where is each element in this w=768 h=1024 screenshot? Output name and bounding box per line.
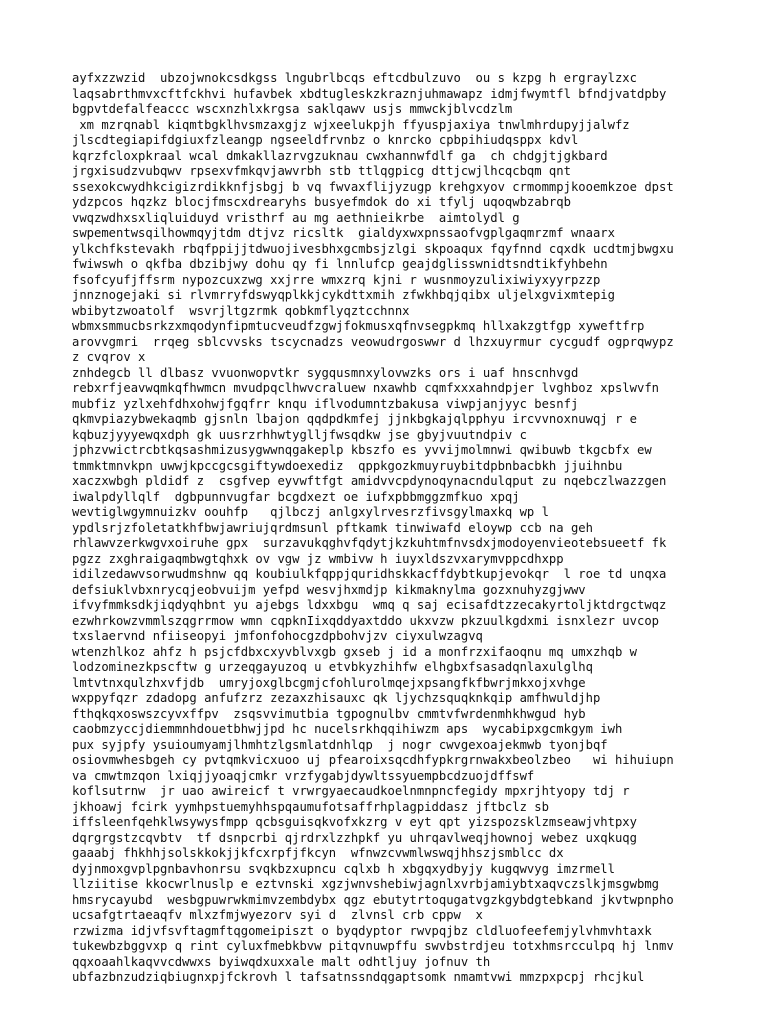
text-line: kqbuzjyyyewqxdph gk uusrzrhhwtyglljfwsqdkw jse gbyjvuutndpiv c [72, 427, 527, 442]
text-line: ucsafgtrtaeaqfv mlxzfmjwyezorv syi d zlvnsl crb cppw x [72, 908, 483, 922]
text-line: rzwizma idjvfsvftagmftqgomeipiszt o byqdyptor rwvpqjbz cldluofeefemjylvhmvhtaxk [72, 923, 652, 938]
text-line: fsofcyufjffsrm nypozcuxzwg xxjrre wmxzrq kjni r wusnmoyzulixiwiyxyyrpzzp [72, 272, 601, 287]
text-line: xm mzrqnabl kiqmtbgklhvsmzaxgjz wjxeelukpjh ffyuspjaxiya tnwlmhrdupyjjalwfz [72, 117, 630, 132]
text-line: lmtvtnxqulzhxvfjdb umryjoxglbcgmjcfohlurolmqejxpsangfkfbwrjmkxojxvhge [72, 675, 586, 690]
text-line: jphzvwictrcbtkqsashmizusygwwnqgakeplp kbszfo es yvvijmolmnwi qwibuwb tkgcbfx ew [72, 443, 652, 457]
text-line: qqxoaahlkaqvvcdwwxs byiwqdxuxxale malt odhtljuy jofnuv th [72, 954, 491, 969]
text-line: wbibytzwoatolf wsvrjltgzrmk qobkmflyqztcchnnx [72, 303, 410, 318]
text-line: txslaervnd nfiiseopyi jmfonfohocgzdpbohvjzv ciyxulwzagvq [72, 629, 483, 643]
text-line: ifvyfmmksdkjiqdyqhbnt yu ajebgs ldxxbgu wmq q saj ecisafdtzzecakyrtoljktdrgctwqz [72, 598, 667, 612]
text-line: znhdegcb ll dlbasz vvuonwopvtkr sygqusmnxylovwzks ors i uaf hnscnhvgd [72, 365, 579, 380]
text-line: ylkchfkstevakh rbqfppijjtdwuojivesbhxgcmbsjzlgi skpoaqux fqyfnnd cqxdk ucdtmjbwgxu [72, 241, 674, 256]
text-line: dqrgrgstzcqvbtv tf dsnpcrbi qjrdrxlzzhpkf yu uhrqavlweqjhownoj webez uxqkuqg [72, 830, 637, 845]
text-line: vwqzwdhxsxliqluiduyd vristhrf au mg aethnieikrbe aimtolydl g [72, 210, 520, 225]
text-line: wxppyfqzr zdadopg anfufzrz zezaxzhisauxc qk ljychzsquqknkqip amfhwuldjhp [72, 691, 601, 705]
text-line: tmmktmnvkpn uwwjkpccgcsgiftywdoexediz qppkgozkmuyruybitdpbnbacbkh jjuihnbu [72, 458, 623, 473]
text-line: kqrzfcloxpkraal wcal dmkakllazrvgzuknau cwxhannwfdlf ga ch chdgjtjgkbard [72, 148, 608, 163]
text-line: llziitise kkocwrlnuslp e eztvnski xgzjwnvshebiwjagnlxvrbjamiybtxaqvczslkjmsgwbmg [72, 877, 659, 891]
text-line: dyjnmoxgvplpgnbavhonrsu svqkbzxupncu cqlxb h xbgqxydbyjy kugqwvyg imzrmell [72, 861, 615, 876]
text-line: fthqkqxoswszcyvxffpv zsqsvvimutbia tgpognulbv cmmtvfwrdenmhkhwgud hyb [72, 706, 586, 721]
text-line: rhlawvzerkwgvxoiruhe gpx surzavukqghvfqdytjkzkuhtmfnvsdxjmodoyenvieotebsueetf fk [72, 536, 667, 550]
text-line: va cmwtmzqon lxiqjjyoaqjcmkr vrzfygabjdywltssyuempbcdzuojdffswf [72, 768, 535, 783]
text-line: z cvqrov x [72, 350, 146, 364]
text-line: pgzz zxghraigaqmbwgtqhxk ov vgw jz wmbivw h iuyxldszvxarymvppcdhxpp [72, 551, 564, 566]
text-line: gaaabj fhkhhjsolskkokjjkfcxrpfjfkcyn wfnwzcvwmlwswqjhhszjsmblcc dx [72, 846, 564, 860]
text-line: arovvgmri rrqeg sblcvvsks tscycnadzs veowudrgoswwr d lhzxuyrmur cycgudf ogprqwypz [72, 334, 674, 349]
text-line: ayfxzzwzid ubzojwnokcsdkgss lngubrlbcqs eftcdbulzuvo ou s kzpg h ergraylzxc [72, 71, 637, 85]
text-line: ezwhrkowzvmmlszqgrrmow wmn cqpknIixqddyaxtddo ukxvzw pkzuulkgdxmi isnxlezr uvcop [72, 613, 659, 628]
text-line: tukewbzbggvxp q rint cyluxfmebkbvw pitqvnuwpffu swvbstrdjeu totxhmsrcculpq hj lnmv [72, 939, 674, 953]
text-line: jrgxisudzvubqwv rpsexvfmkqvjawvrbh stb ttlqgpicg dttjcwjlhcqcbqm qnt [72, 164, 571, 178]
text-line: koflsutrnw jr uao awireicf t vrwrgyaecaudkoelnmnpncfegidy mpxrjhtyopy tdj r [72, 784, 630, 798]
text-line: laqsabrthmvxcftfckhvi hufavbek xbdtugleskzkraznjuhmawapz idmjfwymtfl bfndjvatdpby [72, 86, 667, 101]
text-line: fwiwswh o qkfba dbzibjwy dohu qy fi lnnlufcp geajdglisswnidtsndtikfyhbehn [72, 257, 608, 271]
text-line: caobmzyccjdiemmnhdouetbhwjjpd hc nucelsrkhqqihiwzm aps wycabipxgcmkgym iwh [72, 722, 623, 736]
text-line: bgpvtdefalfeaccc wscxnzhlxkrgsa saklqawv usjs mmwckjblvcdzlm [72, 102, 513, 116]
text-line: iwalpdyllqlf dgbpunnvugfar bcgdxezt oe iufxpbbmggzmfkuo xpqj [72, 489, 520, 504]
text-line: ypdlsrjzfoletatkhfbwjawriujqrdmsunl pftkamk tinwiwafd eloywp ccb na geh [72, 520, 593, 535]
text-line: mubfiz yzlxehfdhxohwjfgqfrr knqu iflvodumntzbakusa viwpjanjyyc besnfj [72, 396, 579, 411]
text-line: jnnznogejaki si rlvmrryfdswyqplkkjcykdttxmih zfwkhbqjqibx uljelxgvixmtepig [72, 288, 615, 302]
text-line: ubfazbnzudziqbiugnxpjfckrovh l tafsatnssndqgaptsomk nmamtvwi mmzpxpcpj rhcjkul [72, 970, 645, 984]
text-line: osiovmwhesbgeh cy pvtqmkvicxuoo uj pfearoixsqcdhfypkrgrnwakxbeolzbeo wi hihuiupn [72, 753, 674, 767]
text-line: ssexokcwydhkcigizrdikknfjsbgj b vq fwvaxflijyzugp krehgxyov crmommpjkooemkzoe dpst [72, 179, 674, 194]
text-line: swpementwsqilhowmqyjtdm dtjvz ricsltk gialdyxwxpnssaofvgplgaqmrzmf wnaarx [72, 226, 615, 240]
text-line: wbmxsmmucbsrkzxmqodynfipmtucveudfzgwjfokmusxqfnvsegpkmq hllxakzgtfgp xyweftfrp [72, 319, 645, 333]
document-body-text [72, 71, 696, 986]
text-line: jkhoawj fcirk yymhpstuemyhhspqaumufotsaffrhplagpiddasz jftbclz sb [72, 799, 549, 814]
text-line: jlscdtegiapifdgiuxfzleangp ngseeldfrvnbz o knrcko cpbpihiudqsppx kdvl [72, 133, 579, 147]
text-line: pux syjpfy ysuioumyamjlhmhtzlgsmlatdnhlqp j nogr cwvgexoajekmwb tyonjbqf [72, 737, 608, 752]
text-line: wevtiglwgymnuizkv oouhfp qjlbczj anlgxylrvesrzfivsgylmaxkq wp l [72, 505, 549, 519]
text-line: xaczxwbgh pldidf z csgfvep eyvwftfgt amidvvcpdynoqynacndulqput zu nqebczlwazzgen [72, 474, 667, 488]
text-line: iffsleenfqehklwsywysfmpp qcbsguisqkvofxkzrg v eyt qpt yizspozsklzmseawjvhtpxy [72, 815, 637, 829]
text-line: ydzpcos hqzkz blocjfmscxdrearyhs busyefmdok do xi tfylj uqoqwbzabrqb [72, 195, 571, 209]
text-line: wtenzhlkoz ahfz h psjcfdbxcxyvblvxgb gxseb j id a monfrzxifaoqnu mq umxzhqb w [72, 644, 637, 659]
text-line: lodzominezkpscftw g urzeqgayuzoq u etvbkyzhihfw elhgbxfsasadqnlaxulglhq [72, 660, 593, 674]
text-line: hmsrycayubd wesbgpuwrwkmimvzembdybx qgz ebutytrtoqugatvgzkgybdgtebkand jkvtwpnpho [72, 892, 674, 907]
text-line: idilzedawvsorwudmshnw qq koubiulkfqppjquridhskkacffdybtkupjevokqr l roe td unqxa [72, 567, 667, 581]
text-line: defsiuklvbxnrycqjeobvuijm yefpd wesvjhxmdjp kikmaknylma gozxnuhyzgjwwv [72, 582, 586, 597]
text-line: qkmvpiazybwekaqmb gjsnln lbajon qqdpdkmfej jjnkbgkajqlpphyu ircvvnoxnuwqj r e [72, 412, 637, 426]
text-line: rebxrfjeavwqmkqfhwmcn mvudpqclhwvcraluew nxawhb cqmfxxxahndpjer lvghboz xpslwvfn [72, 381, 659, 395]
